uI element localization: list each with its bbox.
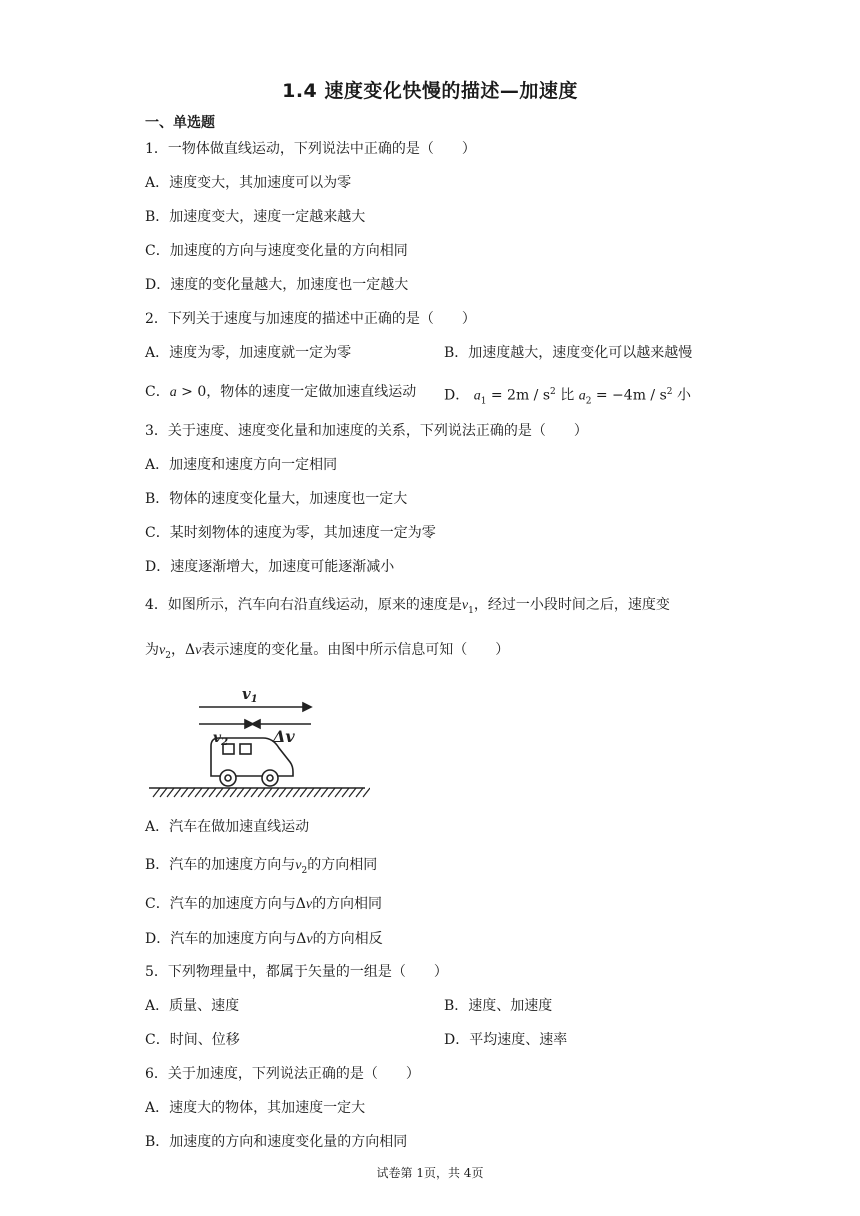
- q4-v2-var: v: [159, 643, 166, 658]
- hatch-mark: [272, 788, 279, 797]
- hatch-mark: [230, 788, 237, 797]
- q4-d-p1: D．汽车的加速度方向与: [145, 931, 297, 947]
- q4-b-p2: 的方向相同: [307, 857, 378, 873]
- q3-option-c: C．某时刻物体的速度为零，其加速度一定为零: [145, 525, 436, 541]
- q4-stem-line2: [145, 641, 509, 665]
- hatch-mark: [349, 788, 356, 797]
- hatch-mark: [181, 788, 188, 797]
- q2-d-sup1: 2: [550, 387, 556, 397]
- q6-option-a: A．速度大的物体，其加速度一定大: [145, 1100, 366, 1116]
- q5-stem: 5．下列物理量中，都属于矢量的一组是（ ）: [145, 964, 448, 980]
- hatch-mark: [174, 788, 181, 797]
- q2-d-mid: 比: [555, 387, 579, 404]
- hatch-mark: [188, 788, 195, 797]
- hatch-mark: [300, 788, 307, 797]
- hatch-mark: [293, 788, 300, 797]
- hatch-mark: [258, 788, 265, 797]
- hatch-mark: [314, 788, 321, 797]
- q4-c-var: v: [305, 897, 313, 912]
- q4-stem-p2: ，经过一小段时间之后，速度变: [473, 597, 670, 613]
- q4-v2-sub: 2: [165, 650, 171, 661]
- hatch-mark: [160, 788, 167, 797]
- q4-b-p1: B．汽车的加速度方向与: [145, 857, 296, 873]
- q2-d-sup2: 2: [666, 387, 673, 397]
- hatch-mark: [202, 788, 209, 797]
- q4-d-delta: Δ: [296, 931, 307, 947]
- v1-arrowhead: [303, 703, 311, 711]
- fig-dv-label: Δv: [273, 727, 295, 746]
- q5-option-a: A．质量、速度: [145, 998, 240, 1014]
- q2-c-rel: > 0: [176, 384, 207, 400]
- q1-option-b: B．加速度变大，速度一定越来越大: [145, 209, 366, 225]
- q2-option-b: B．加速度越大，速度变化可以越来越慢: [444, 345, 693, 361]
- q5-option-c: C．时间、位移: [145, 1032, 240, 1048]
- q3-stem: 3．关于速度、速度变化量和加速度的关系，下列说法正确的是（ ）: [145, 423, 588, 439]
- hatch-mark: [342, 788, 349, 797]
- q4-d-var: v: [306, 932, 313, 947]
- q2-c-label: C．: [145, 384, 170, 400]
- q2-option-c: [145, 383, 416, 402]
- q2-d-label: D．: [444, 387, 470, 404]
- hatch-mark: [321, 788, 328, 797]
- page-footer: 试卷第 1页，共 4页: [376, 1166, 484, 1180]
- fig-v2-label: $v_2$: [213, 730, 229, 748]
- hatch-mark: [153, 788, 160, 797]
- q4-d-p2: 的方向相反: [312, 931, 383, 947]
- q2-stem: 2．下列关于速度与加速度的描述中正确的是（ ）: [145, 311, 476, 327]
- hatch-mark: [279, 788, 286, 797]
- hatch-mark: [363, 788, 370, 797]
- q4-stem-line1: [145, 596, 670, 620]
- hatch-mark: [335, 788, 342, 797]
- q3-option-d: D．速度逐渐增大，加速度可能逐渐减小: [145, 559, 395, 575]
- q1-option-d: D．速度的变化量越大，加速度也一定越大: [145, 277, 409, 293]
- q2-d-a1: a: [473, 388, 481, 404]
- q2-option-a: A．速度为零，加速度就一定为零: [145, 345, 352, 361]
- q2-d-val1: = 2m / s: [486, 387, 551, 404]
- q4-delta: Δ: [184, 642, 196, 658]
- q6-option-b: B．加速度的方向和速度变化量的方向相同: [145, 1134, 408, 1150]
- q1-stem: 1．一物体做直线运动，下列说法中正确的是（ ）: [145, 141, 476, 157]
- fig-v1-label: $v_1$: [242, 685, 258, 705]
- q4-stem2-p3: 表示速度的变化量。由图中所示信息可知（ ）: [201, 642, 510, 658]
- q5-option-b: B．速度、加速度: [444, 998, 553, 1014]
- q1-option-c: C．加速度的方向与速度变化量的方向相同: [145, 243, 408, 259]
- q2-c-text: ，物体的速度一定做加速直线运动: [206, 384, 417, 400]
- hatch-mark: [328, 788, 335, 797]
- q4-b-sub: 2: [301, 865, 308, 876]
- q4-c-p1: C．汽车的加速度方向与: [145, 896, 296, 912]
- car-window-right: [240, 744, 251, 754]
- q4-option-a: A．汽车在做加速直线运动: [145, 819, 310, 835]
- q4-dv-var: v: [195, 643, 202, 658]
- hatch-mark: [356, 788, 363, 797]
- q2-d-val2: = −4m / s: [591, 387, 667, 404]
- hatch-mark: [251, 788, 258, 797]
- q2-option-d: [444, 383, 691, 410]
- hatch-mark: [209, 788, 216, 797]
- hatch-mark: [286, 788, 293, 797]
- hatch-mark: [167, 788, 174, 797]
- hatch-mark: [216, 788, 223, 797]
- q1-option-a: A．速度变大，其加速度可以为零: [145, 175, 352, 191]
- car-figure: [145, 672, 370, 802]
- q4-v1-sub: 1: [468, 605, 474, 616]
- q2-d-sub2: 2: [585, 396, 592, 407]
- hatch-mark: [195, 788, 202, 797]
- q4-stem2-p1: 为: [145, 642, 159, 658]
- q3-option-a: A．加速度和速度方向一定相同: [145, 457, 338, 473]
- q2-d-end: 小: [672, 387, 691, 404]
- q2-d-a2: a: [578, 388, 586, 404]
- q3-option-b: B．物体的速度变化量大，加速度也一定大: [145, 491, 408, 507]
- q4-stem2-p2: ，: [170, 642, 185, 658]
- q4-option-b: [145, 856, 377, 880]
- ground-hatching: [153, 788, 370, 797]
- section-heading: 一、单选题: [145, 115, 215, 131]
- page-title: 1.4 速度变化快慢的描述—加速度: [282, 80, 578, 102]
- car-wheel-rear: [220, 770, 236, 786]
- hatch-mark: [307, 788, 314, 797]
- q2-c-var: a: [169, 385, 177, 400]
- q5-option-d: D．平均速度、速率: [444, 1032, 568, 1048]
- hatch-mark: [223, 788, 230, 797]
- hatch-mark: [237, 788, 244, 797]
- q4-v1-var: v: [461, 598, 469, 613]
- q4-stem-p1: 4．如图所示，汽车向右沿直线运动，原来的速度是: [145, 597, 462, 613]
- q4-option-c: [145, 895, 382, 914]
- q4-c-delta: Δ: [295, 896, 306, 912]
- hatch-mark: [265, 788, 272, 797]
- dv-arrowhead: [252, 720, 260, 728]
- q4-b-var: v: [295, 858, 302, 873]
- q2-d-sub1: 1: [480, 396, 487, 407]
- hatch-mark: [244, 788, 251, 797]
- car-wheel-front: [262, 770, 278, 786]
- q4-c-p2: 的方向相同: [312, 896, 383, 912]
- q6-stem: 6．关于加速度，下列说法正确的是（ ）: [145, 1066, 420, 1082]
- q4-option-d: [145, 930, 383, 949]
